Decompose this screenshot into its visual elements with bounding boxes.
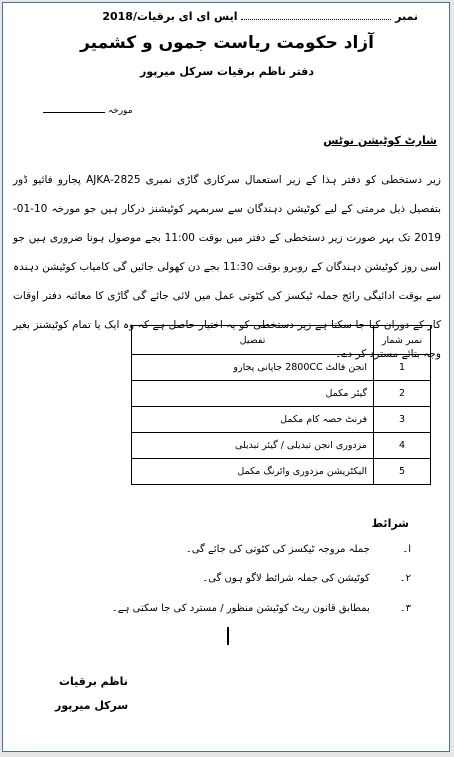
reference-label: نمبر [395,10,418,23]
subject-heading: شارٹ کوٹیشن نوٹس [323,134,437,147]
table-row [132,433,431,459]
condition-item [186,544,411,555]
row-number: 5 [374,459,431,485]
condition-text: بمطابق قانون ریٹ کوٹیشن منظور / مسترد کی جا سکتی ہے۔ [111,603,370,614]
reference-blank [241,9,391,20]
condition-marker: ۲۔ [399,573,411,584]
condition-marker: ۳۔ [399,603,411,614]
row-detail: مزدوری انجن تبدیلی / گیئر تبدیلی [132,433,374,459]
reference-code: ایس ای ای برقیات/2018 [102,10,238,23]
condition-text: کوٹیشن کی جملہ شرائط لاگو ہوں گی۔ [202,573,370,584]
row-detail: الیکٹریشن مزدوری وائرنگ مکمل [132,459,374,485]
condition-item [112,603,411,614]
row-detail: انجن فالٹ 2800CC جاپانی پجارو [132,355,374,381]
row-number: 3 [374,407,431,433]
document-title: آزاد حکومت ریاست جموں و کشمیر [80,33,374,53]
body-paragraph: زیر دستخطی کو دفتر ہذا کے زیر استعمال سرکاری گاڑی نمبری AJKA-2825 پجارو فائیو ڈور بتفصیل ذیل مرمتی کے لیے کوٹیشن دہندگان سے سربمہر کوٹیشنز درکار ہیں جو مورخہ 10-01-2019 تک بہر صورت زیر دستخطی کے دفتر میں بوقت 11:00 بجے موصول ہونا ضروری ہیں جو اسی روز کوٹیشن دہندگان کے روبرو بوقت 11:30 بجے دن کھولی جائیں گی کامیاب کوٹیشن دہندہ سے بوقت ادائیگی رائج جملہ ٹیکسز کی کٹوتی عمل میں لائی جائے گی گاڑی کا معائنہ دفتر اوقات کار کے دوران کیا جا سکتا ہے زیر دستخطی کو یہ اختیار حاصل ہے کہ وہ ایک یا تمام کوٹیشنز بغیر وجہ بتائے مسترد کر دے۔ [13,174,441,360]
table-row [132,407,431,433]
table-header-row [132,326,431,355]
conditions-title: شرائط [371,517,409,530]
details-table [131,325,431,485]
document-page [2,2,450,752]
table-row [132,381,431,407]
date-label: مورخہ [107,106,133,116]
table-row [132,459,431,485]
signature-place: سرکل میرپور [55,699,129,712]
date-line [43,103,163,116]
row-number: 1 [374,355,431,381]
condition-item [202,573,411,584]
reference-line [98,9,418,23]
date-blank [43,103,105,113]
text-cursor[interactable] [227,627,229,645]
detail-header: تفصیل [132,326,374,355]
row-number: 2 [374,381,431,407]
row-detail: گیئر مکمل [132,381,374,407]
condition-text: جملہ مروجہ ٹیکسز کی کٹوتی کی جائے گی۔ [185,544,370,555]
office-name: دفتر ناظم برقیات سرکل میرپور [140,65,314,78]
serial-header: نمبر شمار [374,326,431,355]
row-detail: فرنٹ حصہ کام مکمل [132,407,374,433]
condition-marker: ا۔ [402,544,411,555]
signature-title: ناظم برقیات [59,675,128,688]
table-row [132,355,431,381]
row-number: 4 [374,433,431,459]
